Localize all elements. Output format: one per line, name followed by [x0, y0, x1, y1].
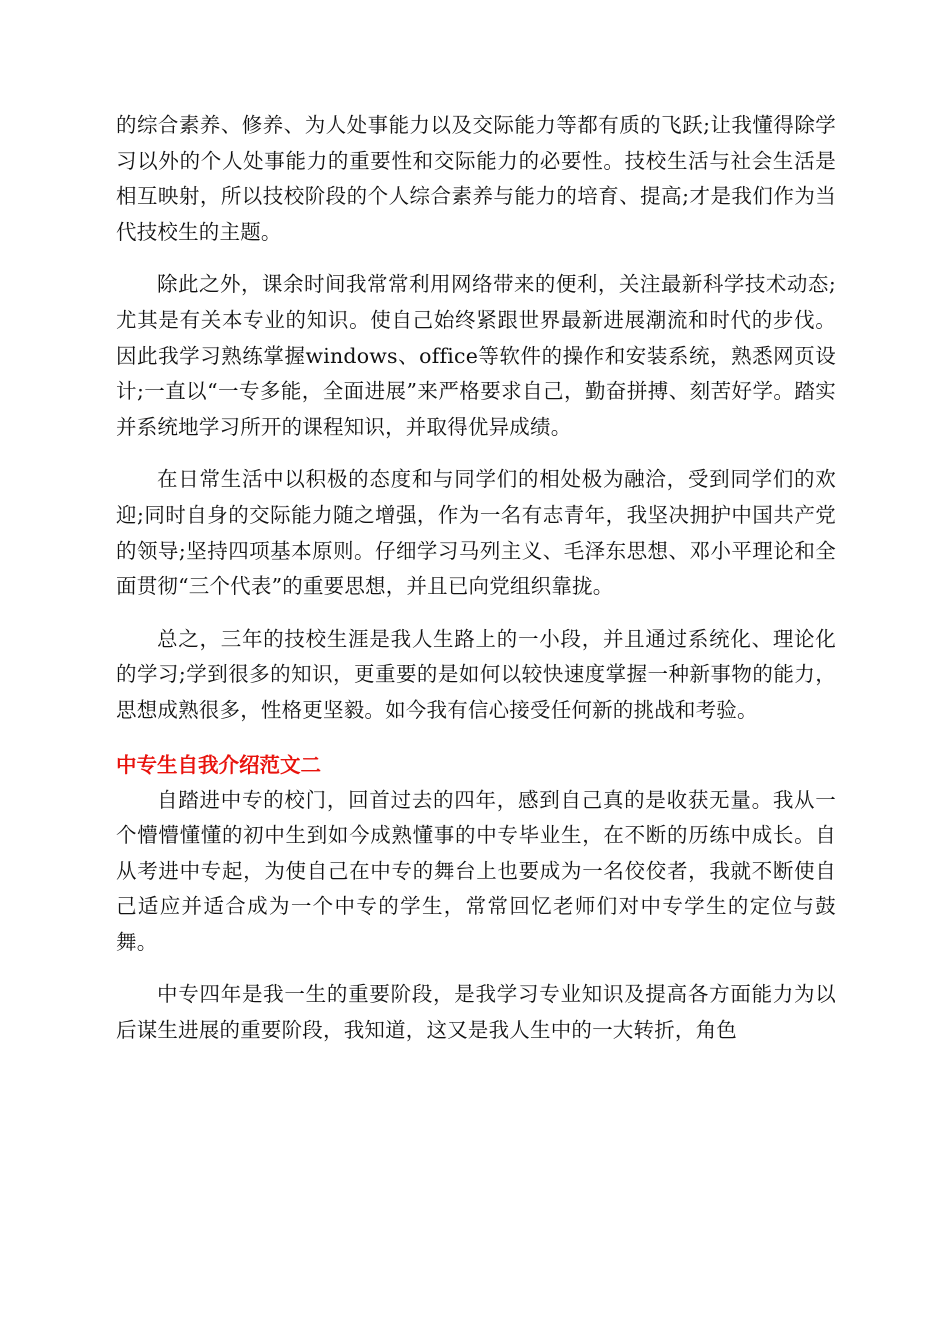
paragraph-4: 总之，三年的技校生涯是我人生路上的一小段，并且通过系统化、理论化的学习;学到很多的知识，更重要的是如何以较快速度掌握一种新事物的能力，思想成熟很多，性格更坚毅。如今我有信心接受任何新的挑战和考验。	[116, 626, 836, 722]
paragraph-3: 在日常生活中以积极的态度和与同学们的相处极为融洽，受到同学们的欢迎;同时自身的交际能力随之增强，作为一名有志青年，我坚决拥护中国共产党的领导;坚持四项基本原则。仔细学习马列主义、毛泽东思想、邓小平理论和全面贯彻“三个代表”的重要思想，并且已向党组织靠拢。	[116, 467, 836, 599]
paragraph-1: 的综合素养、修养、为人处事能力以及交际能力等都有质的飞跃;让我懂得除学习以外的个人处事能力的重要性和交际能力的必要性。技校生活与社会生活是相互映射，所以技校阶段的个人综合素养与能力的培育、提高;才是我们作为当代技校生的主题。	[116, 113, 836, 244]
paragraph-6: 中专四年是我一生的重要阶段，是我学习专业知识及提高各方面能力为以后谋生进展的重要阶段，我知道，这又是我人生中的一大转折，角色	[116, 982, 836, 1043]
paragraph-5: 自踏进中专的校门，回首过去的四年，感到自己真的是收获无量。我从一个懵懵懂懂的初中生到如今成熟懂事的中专毕业生，在不断的历练中成长。自从考进中专起，为使自己在中专的舞台上也要成为一名佼佼者，我就不断使自己适应并适合成为一个中专的学生，常常回忆老师们对中专学生的定位与鼓舞。	[116, 787, 836, 954]
section-heading: 中专生自我介绍范文二	[116, 752, 321, 777]
paragraph-2: 除此之外，课余时间我常常利用网络带来的便利，关注最新科学技术动态;尤其是有关本专业的知识。使自己始终紧跟世界最新进展潮流和时代的步伐。因此我学习熟练掌握windows、office等软件的操作和安装系统，熟悉网页设计;一直以“一专多能，全面进展”来严格要求自己，勤奋拼搏、刻苦好学。踏实并系统地学习所开的课程知识，并取得优异成绩。	[116, 272, 836, 439]
document-body	[116, 108, 836, 1066]
